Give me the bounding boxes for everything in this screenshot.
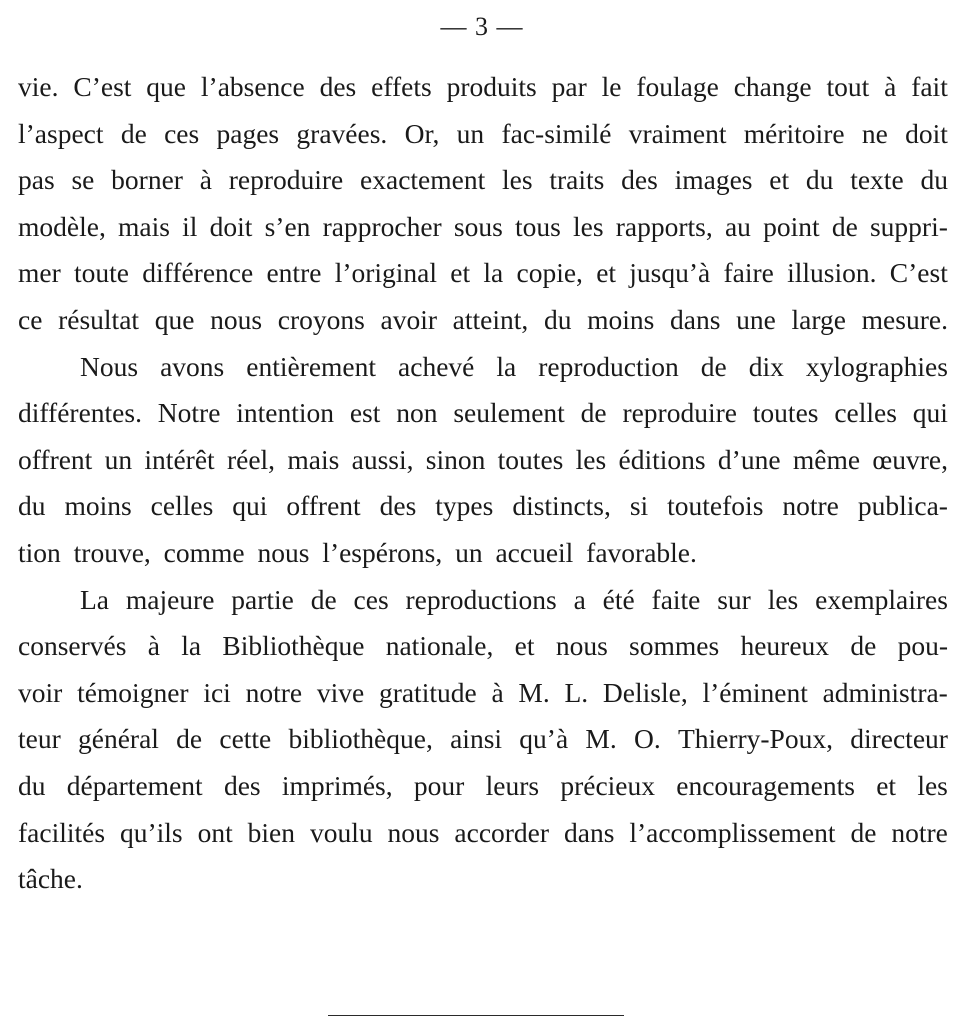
word: notre — [245, 676, 303, 708]
word: suppri- — [869, 210, 948, 242]
word: ont — [197, 816, 233, 848]
word: Delisle, — [602, 676, 688, 708]
word: facilités — [18, 816, 106, 848]
word: nous — [555, 630, 608, 662]
word: bibliothèque, — [288, 723, 433, 755]
word: faite — [651, 583, 701, 615]
word: heureux — [740, 630, 830, 662]
word: et — [769, 164, 790, 196]
word: de — [176, 723, 203, 755]
word: voir — [18, 676, 63, 708]
word: de — [850, 630, 877, 662]
word: distincts, — [512, 490, 611, 522]
word: des — [379, 490, 417, 522]
word: leurs — [485, 769, 540, 801]
word: jusqu’à — [629, 257, 711, 289]
word: point — [763, 210, 820, 242]
word: éditions — [618, 443, 706, 475]
word: différence — [142, 257, 254, 289]
word: ce — [18, 303, 43, 335]
word: l’éminent — [702, 676, 808, 708]
text-line — [18, 344, 948, 391]
word: pou- — [897, 630, 948, 662]
word: que — [146, 71, 187, 102]
word: entre — [266, 257, 322, 289]
word: à — [491, 676, 504, 708]
word: M. — [585, 723, 617, 755]
text-line — [18, 810, 948, 857]
word: teur — [18, 723, 61, 755]
word: majeure — [125, 583, 215, 615]
text-line — [18, 297, 948, 344]
word: ne — [861, 117, 888, 149]
word: images — [674, 164, 753, 196]
word: il — [182, 210, 198, 242]
text-line — [18, 763, 948, 810]
word: conservés — [18, 630, 127, 662]
word: C’est — [73, 71, 132, 102]
word: offrent — [18, 443, 93, 475]
word: reproduire — [622, 397, 737, 429]
word: œuvre, — [872, 443, 948, 475]
word: O. — [633, 723, 661, 755]
word: dans — [670, 303, 721, 335]
word: au — [724, 210, 751, 242]
word: même — [792, 443, 861, 475]
word: réel, — [226, 443, 276, 475]
word: nous — [387, 816, 440, 848]
word: pages — [216, 117, 280, 149]
word: aussi, — [351, 443, 414, 475]
text-line — [18, 483, 948, 530]
word: été — [602, 583, 635, 615]
word: du — [18, 490, 46, 522]
word: et — [596, 257, 617, 289]
word: une — [736, 303, 776, 335]
word: Bibliothèque — [222, 630, 365, 662]
word: l’absence — [200, 71, 305, 102]
word: mesure. — [861, 303, 948, 335]
word: entièrement — [246, 350, 377, 382]
word: croyons — [277, 303, 365, 335]
word: mer — [18, 257, 61, 289]
word: nationale, — [385, 630, 494, 662]
word: sinon — [425, 443, 486, 475]
text-line — [18, 157, 948, 204]
word: avons — [160, 350, 225, 382]
text-line — [18, 577, 948, 624]
word: d’une — [717, 443, 781, 475]
word: sur — [717, 583, 751, 615]
word: toutes — [497, 443, 564, 475]
word: rapprocher — [322, 210, 442, 242]
word: La — [80, 583, 110, 615]
word: méritoire — [743, 117, 845, 149]
word: ces — [353, 583, 389, 615]
word: encouragements — [676, 769, 855, 801]
word: doit — [905, 117, 948, 149]
word: modèle, — [18, 210, 106, 242]
word: celles — [150, 490, 214, 522]
word: toutefois — [667, 490, 764, 522]
word: L. — [564, 676, 589, 708]
text-line — [18, 670, 948, 717]
word: qu’ils — [119, 816, 183, 848]
word: la — [181, 630, 202, 662]
word: bien — [247, 816, 295, 848]
word: différentes. — [18, 397, 142, 429]
word: xylographies — [805, 350, 948, 382]
word: Notre — [157, 397, 221, 429]
word: exactement — [360, 164, 486, 196]
word: ici — [203, 676, 231, 708]
word: tout — [826, 71, 870, 102]
word: la — [483, 257, 504, 289]
word: foulage — [636, 71, 719, 102]
word: de — [310, 583, 337, 615]
word: l’accomplissement — [629, 816, 836, 848]
text-line: tion trouve, comme nous l’espérons, un accueil favorable. — [18, 536, 697, 568]
word: de — [700, 350, 727, 382]
word: ainsi — [450, 723, 503, 755]
text-line — [18, 250, 948, 297]
word: avoir — [380, 303, 437, 335]
word: l’aspect — [18, 117, 104, 149]
body-text — [18, 64, 948, 903]
word: moins — [587, 303, 655, 335]
text-line — [18, 716, 948, 763]
word: change — [733, 71, 812, 102]
word: large — [791, 303, 846, 335]
word: fac-similé — [501, 117, 612, 149]
word: général — [78, 723, 159, 755]
word: Nous — [80, 350, 139, 382]
word: sous — [453, 210, 503, 242]
word: copie, — [516, 257, 583, 289]
word: les — [767, 583, 799, 615]
word: traits — [549, 164, 605, 196]
text-line — [18, 390, 948, 437]
word: résultat — [58, 303, 140, 335]
word: vraiment — [628, 117, 727, 149]
word: qu’à — [519, 723, 569, 755]
word: achevé — [398, 350, 475, 382]
word: ces — [164, 117, 200, 149]
text-line — [18, 111, 948, 158]
word: reproduction — [538, 350, 679, 382]
word: fait — [911, 71, 948, 102]
word: rapports, — [615, 210, 713, 242]
word: C’est — [889, 257, 948, 289]
word: du — [18, 769, 46, 801]
word: M. — [518, 676, 550, 708]
word: intérêt — [144, 443, 215, 475]
word: effets — [371, 71, 432, 102]
text-line: tâche. — [18, 863, 83, 895]
word: témoigner — [77, 676, 189, 708]
word: imprimés, — [281, 769, 393, 801]
text-line — [18, 437, 948, 484]
word: du — [805, 164, 834, 196]
word: à — [884, 71, 897, 102]
word: qui — [912, 397, 948, 429]
word: borner — [111, 164, 183, 196]
word: accorder — [454, 816, 550, 848]
word: notre — [782, 490, 839, 522]
word: publica- — [857, 490, 948, 522]
word: nous — [210, 303, 263, 335]
word: doit — [209, 210, 253, 242]
word: faire — [723, 257, 774, 289]
word: à — [147, 630, 160, 662]
word: toute — [74, 257, 130, 289]
word: notre — [891, 816, 948, 848]
word: du — [543, 303, 572, 335]
word: vive — [316, 676, 365, 708]
word: de — [831, 210, 858, 242]
word: administra- — [822, 676, 948, 708]
word: celles — [834, 397, 897, 429]
word: des — [223, 769, 261, 801]
word: mais — [118, 210, 170, 242]
word: cette — [219, 723, 272, 755]
word: offrent — [286, 490, 361, 522]
word: atteint, — [452, 303, 529, 335]
word: le — [601, 71, 622, 102]
text-line — [18, 64, 948, 111]
text-line — [18, 204, 948, 251]
word: produits — [446, 71, 537, 102]
word: texte — [850, 164, 904, 196]
word: un — [456, 117, 485, 149]
word: l’original — [334, 257, 438, 289]
word: types — [435, 490, 494, 522]
word: la — [496, 350, 517, 382]
word: reproduire — [228, 164, 344, 196]
word: sommes — [629, 630, 720, 662]
word: et — [514, 630, 535, 662]
word: les — [502, 164, 533, 196]
word: directeur — [850, 723, 948, 755]
word: par — [551, 71, 587, 102]
word: toutes — [752, 397, 819, 429]
word: dans — [563, 816, 615, 848]
word: à — [199, 164, 212, 196]
word: a — [573, 583, 586, 615]
word: vie. — [18, 71, 59, 102]
word: gratitude — [378, 676, 477, 708]
word: moins — [64, 490, 132, 522]
word: précieux — [560, 769, 655, 801]
word: les — [917, 769, 948, 801]
word: dix — [748, 350, 784, 382]
word: Or, — [404, 117, 440, 149]
word: les — [575, 443, 607, 475]
word: de — [120, 117, 147, 149]
word: seulement — [453, 397, 565, 429]
word: des — [319, 71, 357, 102]
word: partie — [231, 583, 294, 615]
word: et — [450, 257, 471, 289]
text-line — [18, 623, 948, 670]
word: de — [580, 397, 607, 429]
word: qui — [232, 490, 268, 522]
word: pas — [18, 164, 55, 196]
word: un — [104, 443, 133, 475]
word: voulu — [309, 816, 373, 848]
word: mais — [287, 443, 340, 475]
word: département — [66, 769, 203, 801]
word: pour — [413, 769, 465, 801]
word: exemplaires — [815, 583, 948, 615]
word: se — [71, 164, 95, 196]
word: intention — [236, 397, 335, 429]
word: illusion. — [787, 257, 877, 289]
word: les — [573, 210, 604, 242]
word: tous — [514, 210, 561, 242]
word: des — [621, 164, 658, 196]
word: reproductions — [405, 583, 557, 615]
word: s’en — [264, 210, 311, 242]
word: et — [876, 769, 897, 801]
word: du — [920, 164, 948, 196]
word: gravées. — [296, 117, 388, 149]
end-rule — [328, 1015, 624, 1016]
word: Thierry-Poux, — [677, 723, 833, 755]
page-number: — 3 — — [440, 12, 524, 41]
word: si — [629, 490, 649, 522]
word: est — [349, 397, 381, 429]
word: que — [154, 303, 195, 335]
word: non — [396, 397, 438, 429]
word: de — [850, 816, 877, 848]
